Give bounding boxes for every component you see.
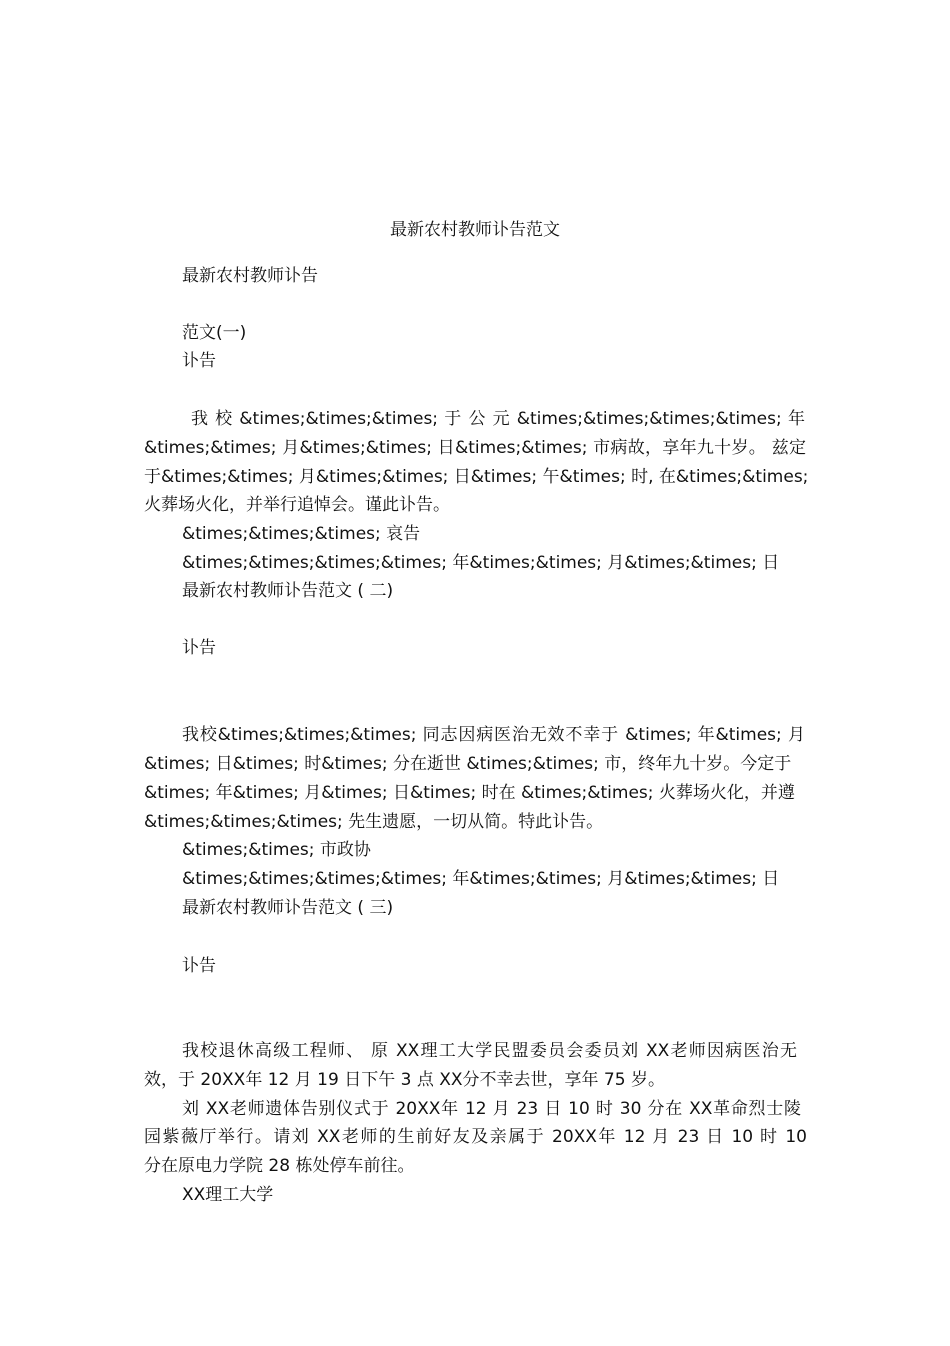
section-3-label: 最新农村教师讣告范文 ( 三) (182, 898, 394, 918)
section-1-body-line: &times;&times; 月&times;&times; 日&times;&times; 市病故，享年九十岁。 兹定 (144, 438, 806, 458)
section-2-body-line: &times; 日&times; 时&times; 分在逝世 &times;&times; 市，终年九十岁。今定于 (144, 754, 792, 774)
section-1-signer: &times;&times;&times; 哀告 (182, 524, 421, 544)
section-1-date: &times;&times;&times;&times; 年&times;&times; 月&times;&times; 日 (182, 553, 780, 573)
section-3-notice: 讣告 (182, 956, 216, 976)
section-2-notice: 讣告 (182, 638, 216, 658)
document-title: 最新农村教师讣告范文 (390, 220, 560, 240)
section-3-body-line: 园紫薇厅举行。请刘 XX老师的生前好友及亲属于 20XX年 12 月 23 日 10 时 10 (144, 1127, 807, 1147)
section-3-body-line: 效，于 20XX年 12 月 19 日下午 3 点 XX分不幸去世，享年 75 岁。 (144, 1070, 665, 1090)
section-3-body-line: 刘 XX老师遗体告别仪式于 20XX年 12 月 23 日 10 时 30 分在 XX革命烈士陵 (182, 1099, 801, 1119)
section-2-body-line: &times;&times;&times; 先生遗愿，一切从简。特此讣告。 (144, 812, 604, 832)
section-3-body-line: 我校退休高级工程师、 原 XX理工大学民盟委员会委员刘 XX老师因病医治无 (182, 1041, 797, 1061)
section-2-body-line: 我校&times;&times;&times; 同志因病医治无效不幸于 &times; 年&times; 月 (182, 725, 805, 745)
section-1-body-line: 火葬场火化，并举行追悼会。谨此讣告。 (144, 495, 450, 515)
section-1-label: 范文(一) (182, 323, 247, 343)
section-2-label: 最新农村教师讣告范文 ( 二) (182, 581, 394, 601)
section-2-body-line: &times; 年&times; 月&times; 日&times; 时在 &times;&times; 火葬场火化，并遵 (144, 783, 795, 803)
section-2-signer: &times;&times; 市政协 (182, 840, 371, 860)
section-1-body-line: 我 校 &times;&times;&times; 于 公 元 &times;&times;&times;&times; 年 (191, 409, 805, 429)
section-3-body-line: 分在原电力学院 28 栋处停车前往。 (144, 1156, 415, 1176)
section-3-signer: XX理工大学 (182, 1185, 274, 1205)
section-1-notice: 讣告 (182, 351, 216, 371)
section-2-date: &times;&times;&times;&times; 年&times;&times; 月&times;&times; 日 (182, 869, 780, 889)
section-1-body-line: 于&times;&times; 月&times;&times; 日&times; 午&times; 时, 在&times;&times; (144, 467, 809, 487)
document-heading: 最新农村教师讣告 (182, 266, 318, 286)
